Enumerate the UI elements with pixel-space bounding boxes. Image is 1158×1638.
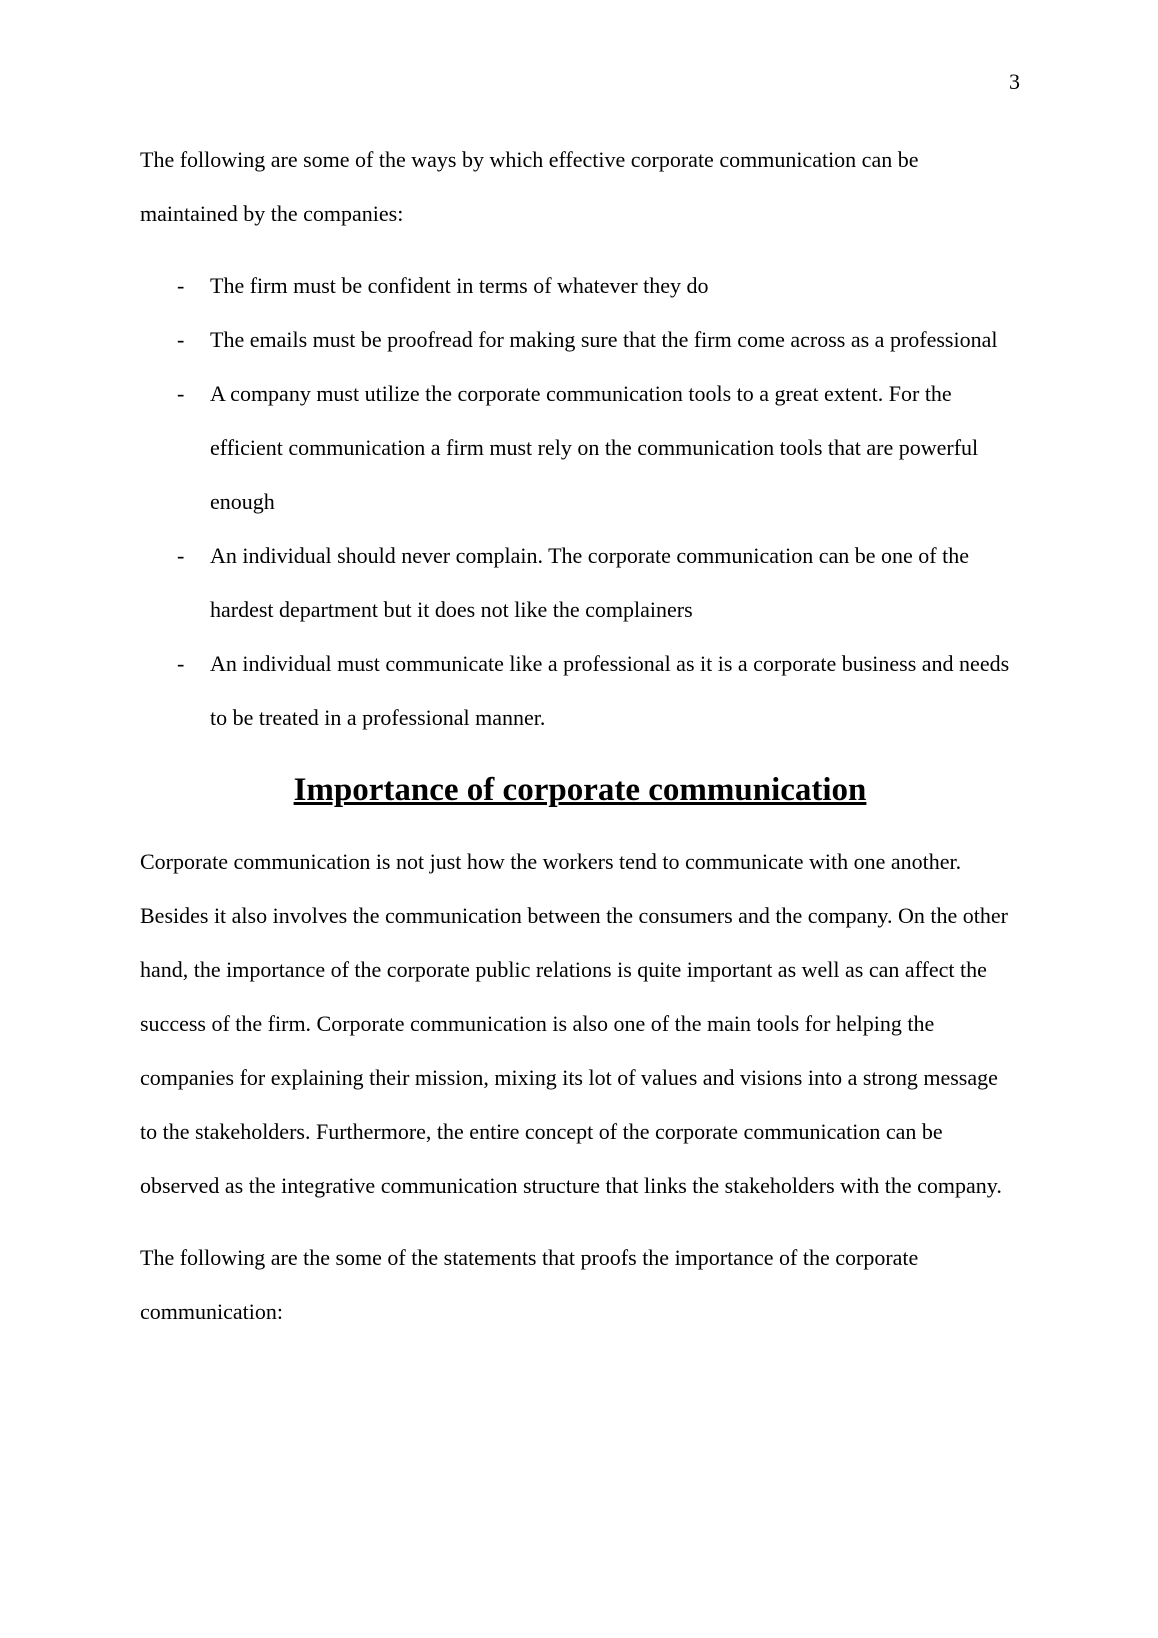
dash-bullet: - [177,381,185,406]
list-item-text: The emails must be proofread for making sure that the firm come across as a professional [210,327,998,352]
list-item [140,529,1020,637]
section-heading: Importance of corporate communication [293,772,867,808]
dash-bullet: - [177,651,185,676]
dash-bullet: - [177,327,185,352]
list-item [140,637,1020,745]
list-item-text: An individual should never complain. The corporate communication can be one of the hardest department but it does not like the complainers [210,543,969,622]
dash-bullet: - [177,273,185,298]
list-item [140,259,1020,313]
ways-list [140,259,1020,745]
body-paragraph: Corporate communication is not just how the workers tend to communicate with one another. Besides it also involves the communication between the consumers and the company. On the other hand, the importance of the corporate public relations is quite important as well as can affect the success of the firm. Corporate communication is also one of the main tools for helping the companies for explaining their mission, mixing its lot of values and visions into a strong message to the stakeholders. Furthermore, the entire concept of the corporate communication can be observed as the integrative communication structure that links the stakeholders with the company. [140,849,1008,1198]
intro-paragraph: The following are some of the ways by which effective corporate communication can be maintained by the companies: [140,147,919,226]
list-item [140,367,1020,529]
list-item [140,313,1020,367]
list-item-text: The firm must be confident in terms of whatever they do [210,273,709,298]
dash-bullet: - [177,543,185,568]
list-item-text: An individual must communicate like a professional as it is a corporate business and needs to be treated in a professional manner. [210,651,1010,730]
closing-paragraph: The following are the some of the statements that proofs the importance of the corporate communication: [140,1245,919,1324]
page-number: 3 [1009,69,1020,94]
page-content [140,133,1020,1339]
list-item-text: A company must utilize the corporate communication tools to a great extent. For the efficient communication a firm must rely on the communication tools that are powerful enough [210,381,979,514]
